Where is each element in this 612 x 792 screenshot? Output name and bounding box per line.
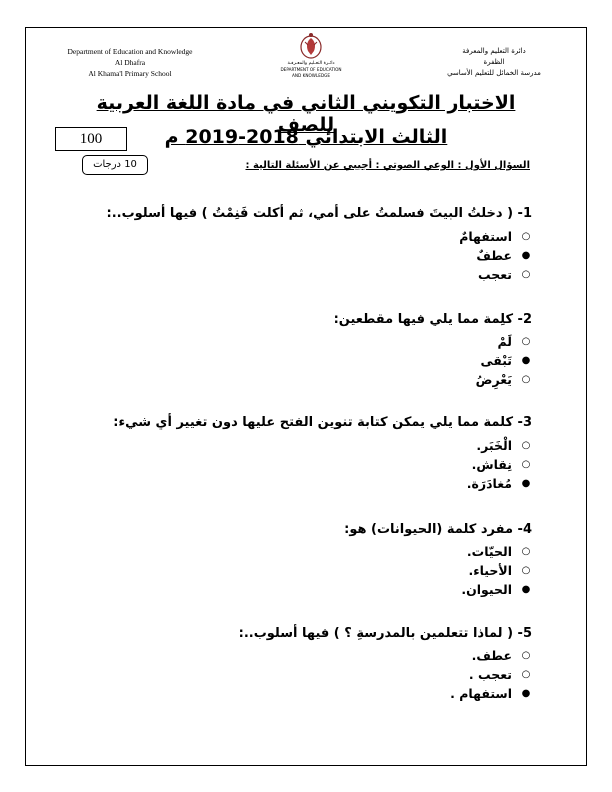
option-text: مُغادَرَة. (466, 476, 512, 491)
option-text: تعجب (478, 267, 512, 282)
option[interactable] (476, 351, 532, 370)
question-5: 5- ( لماذا تتعلمين بالمدرسةِ ؟ ) فيها أسلوب..: (238, 626, 532, 641)
logo-english-text-1: DEPARTMENT OF EDUCATION (280, 67, 342, 73)
option-text: تَبْقى (480, 353, 512, 368)
option[interactable] (459, 246, 532, 265)
option[interactable] (467, 474, 532, 493)
option[interactable] (459, 227, 532, 246)
question-2-options (476, 332, 532, 389)
section-grade-box: 10 درجات (82, 155, 148, 175)
option-text: عطف. (471, 648, 512, 663)
header-arabic-line: مدرسة الخمائل للتعليم الأساسي (447, 69, 541, 77)
option-text: تعجب . (468, 667, 512, 682)
option[interactable] (450, 684, 532, 703)
radio-empty-icon[interactable]: ○ (521, 459, 531, 470)
question-4: 4- مفرد كلمة (الحيوانات) هو: (344, 522, 532, 537)
option-text: لَمْ (497, 334, 512, 349)
radio-empty-icon[interactable]: ○ (521, 650, 531, 661)
question-1-options (459, 227, 532, 284)
option[interactable] (461, 580, 532, 599)
radio-empty-icon[interactable]: ○ (521, 336, 531, 347)
radio-empty-icon[interactable]: ○ (521, 669, 531, 680)
question-3: 3- كلمة مما يلي يمكن كتابة تنوين الفتح عليها دون تغيير أي شيء: (113, 415, 532, 430)
option-text: نِقاش. (471, 457, 512, 472)
option[interactable] (450, 646, 532, 665)
section-heading: السؤال الأول : الوعي الصوتي : أجيبي عن الأسئلة التالية : (245, 160, 530, 171)
header-english-line: Department of Education and Knowledge (67, 47, 193, 56)
option[interactable] (461, 542, 532, 561)
department-logo (275, 32, 347, 79)
header-english (35, 46, 225, 79)
question-5-options (450, 646, 532, 703)
header-arabic (424, 46, 564, 79)
total-score-box: 100 (55, 127, 127, 151)
option[interactable] (467, 436, 532, 455)
emblem-icon (298, 32, 324, 60)
option-text: الأحياء. (468, 563, 512, 578)
option-text: استفهامٌ (459, 229, 512, 244)
question-4-options (461, 542, 532, 599)
option[interactable] (461, 561, 532, 580)
radio-empty-icon[interactable]: ○ (521, 440, 531, 451)
option-text: عطفٌ (476, 248, 512, 263)
option-text: استفهام . (450, 686, 512, 701)
question-2: 2- كلِمة مما يلي فيها مقطعين: (333, 312, 532, 327)
radio-empty-icon[interactable]: ○ (521, 565, 531, 576)
option[interactable] (459, 265, 532, 284)
header-english-line: Al Dhafra (114, 58, 146, 67)
radio-filled-icon[interactable]: ● (521, 688, 531, 699)
radio-empty-icon[interactable]: ○ (521, 546, 531, 557)
option[interactable] (450, 665, 532, 684)
option-text: الْخَبَر. (476, 438, 512, 453)
radio-filled-icon[interactable]: ● (521, 584, 531, 595)
option-text: الحيوان. (461, 582, 512, 597)
option[interactable] (476, 370, 532, 389)
header-english-line: Al Khama'l Primary School (88, 69, 172, 78)
option-text: يَعْرِضُ (475, 372, 512, 387)
question-1: 1- ( دخلتُ البيتَ فسلمتُ على أمي، ثم أكلت فَنِمْتُ ) فيها أسلوب..: (106, 206, 532, 221)
radio-filled-icon[interactable]: ● (521, 478, 531, 489)
logo-arabic-text: دائـرة التعـليم والمعـرفـة (287, 61, 335, 66)
option[interactable] (476, 332, 532, 351)
radio-filled-icon[interactable]: ● (521, 250, 531, 261)
radio-empty-icon[interactable]: ○ (521, 231, 531, 242)
radio-filled-icon[interactable]: ● (521, 355, 531, 366)
header-arabic-line: الظفرة (483, 58, 505, 66)
logo-english-text-2: AND KNOWLEDGE (292, 73, 330, 79)
option[interactable] (467, 455, 532, 474)
header-arabic-line: دائرة التعليم والمعرفة (462, 47, 526, 55)
radio-empty-icon[interactable]: ○ (521, 269, 531, 280)
option-text: الحيّات. (466, 544, 512, 559)
radio-empty-icon[interactable]: ○ (521, 374, 531, 385)
exam-title-line-2: الثالث الابتدائي 2018-2019 م (164, 126, 448, 148)
question-3-options (467, 436, 532, 493)
exam-title-line-1: الاختبار التكويني الثاني في مادة اللغة العربية للصف (96, 92, 516, 136)
